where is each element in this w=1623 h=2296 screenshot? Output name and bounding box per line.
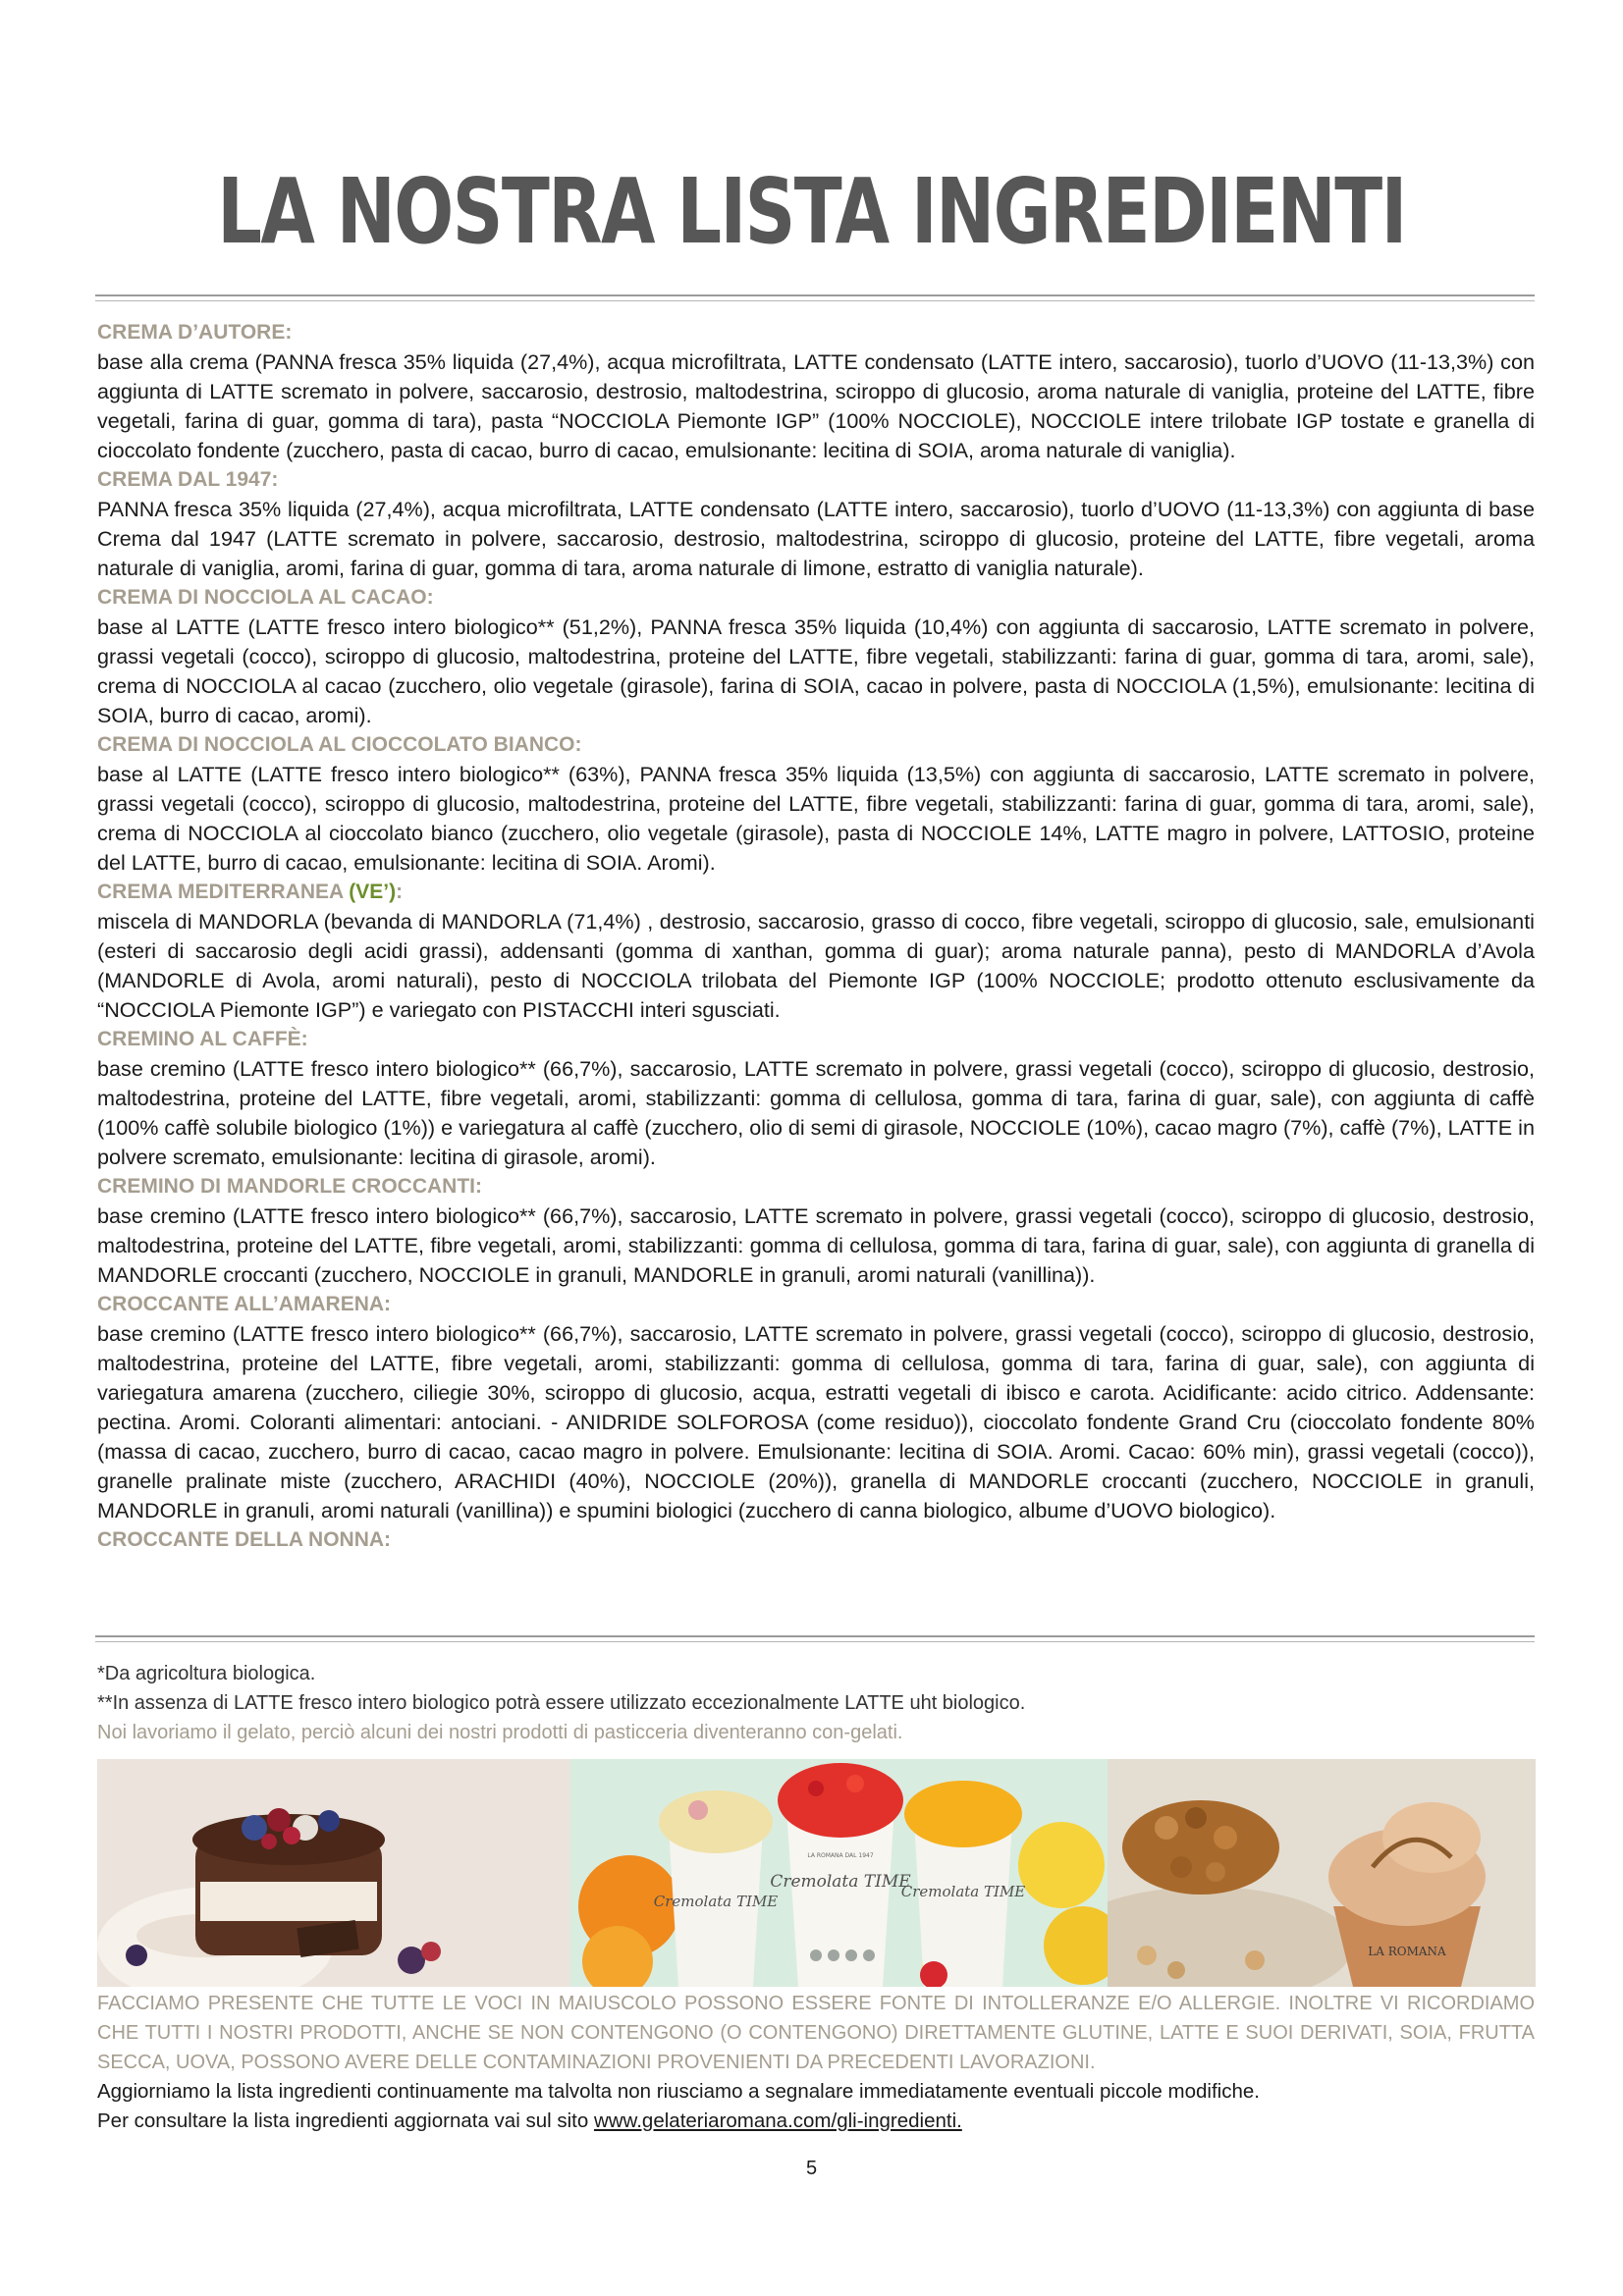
update-note: Aggiorniamo la lista ingredienti continuamente ma talvolta non riusciamo a segnalare immediatamente eventuali piccole modifiche. bbox=[97, 2080, 1260, 2103]
section-crema-dautore bbox=[97, 318, 1535, 465]
section-body: base alla crema (PANNA fresca 35% liquida (27,4%), acqua microfiltrata, LATTE condensato (LATTE intero, saccarosio), tuorlo d’UOVO (11-13,3%) con aggiunta di LATTE scremato in polvere, saccarosio, destrosio, maltodestrina, sciroppo di glucosio, aroma naturale di vaniglia, proteine del LATTE, fibre vegetali, farina di guar, gomma di tara), pasta “NOCCIOLA Piemonte IGP” (100% NOCCIOLE), NOCCIOLE intere trilobate IGP tostate e granella di cioccolato fondente (zucchero, pasta di cacao, burro di cacao, emulsionante: lecitina di SOIA, aroma naturale di vaniglia). bbox=[97, 349, 1535, 462]
consult-note bbox=[97, 2107, 1535, 2136]
allergen-warning: FACCIAMO PRESENTE CHE TUTTE LE VOCI IN MAIUSCOLO POSSONO ESSERE FONTE DI INTOLLERANZE E/O ALLERGIE. INOLTRE VI RICORDIAMO CHE TUTTI I NOSTRI PRODOTTI, ANCHE SE NON CONTENGONO (O CONTENGONO) DIRETTAMENTE GLUTINE, LATTE E SUOI DERIVATI, SOIA, FRUTTA SECCA, UOVA, POSSONO AVERE DELLE CONTAMINAZIONI PROVENIENTI DA PRECEDENTI LAVORAZIONI. bbox=[97, 1993, 1535, 2073]
page-title: LA NOSTRA LISTA INGREDIENTI bbox=[217, 158, 1406, 264]
section-title: CREMA DAL 1947: bbox=[97, 468, 279, 491]
section-body: base al LATTE (LATTE fresco intero biologico** (63%), PANNA fresca 35% liquida (13,5%) con aggiunta di saccarosio, LATTE scremato in polvere, grassi vegetali (cocco), sciroppo di glucosio, maltodestrina, proteine del LATTE, fibre vegetali, stabilizzanti: farina di guar, gomma di tara, aromi, sale), crema di NOCCIOLA al cioccolato bianco (zucchero, olio vegetale (girasole), pasta di NOCCIOLE 14%, LATTE magro in polvere, LATTOSIO, proteine del LATTE, burro di cacao, emulsionante: lecitina di SOIA. Aromi). bbox=[97, 762, 1535, 875]
section-crema-mediterranea bbox=[97, 878, 1535, 1025]
cake-photo bbox=[97, 1759, 570, 1987]
section-body: miscela di MANDORLA (bevanda di MANDORLA (71,4%) , destrosio, saccarosio, grasso di cocco, fibre vegetali, sciroppo di glucosio, sale, emulsionanti (esteri di saccarosio degli acidi grassi), addensanti (gomma di xanthan, gomma di guar); aroma naturale panna), pesto di MANDORLA d’Avola (MANDORLE di Avola, aromi naturali), pesto di NOCCIOLA trilobata del Piemonte IGP (100% NOCCIOLE; prodotto ottenuto esclusivamente da “NOCCIOLA Piemonte IGP”) e variegato con PISTACCHI interi sgusciati. bbox=[97, 909, 1535, 1022]
bowl-brand: LA ROMANA bbox=[1368, 1945, 1446, 1958]
section-title: CREMA DI NOCCIOLA AL CACAO: bbox=[97, 586, 434, 609]
section-crema-nocciola-cacao bbox=[97, 583, 1535, 730]
section-body: base cremino (LATTE fresco intero biologico** (66,7%), saccarosio, LATTE scremato in polvere, grassi vegetali (cocco), sciroppo di glucosio, destrosio, maltodestrina, proteine del LATTE, fibre vegetali, aromi, stabilizzanti: gomma di cellulosa, gomma di tara, farina di guar, sale), con aggiunta di variegatura amarena (zucchero, ciliegie 30%, sciroppo di glucosio, acqua, estratti vegetali di ibisco e carota. Acidificante: acido citrico. Addensante: pectina. Aromi. Coloranti alimentari: antociani. - ANIDRIDE SOLFOROSA (come residuo)), cioccolato fondente Grand Cru (cioccolato fondente 80% (massa di cacao, zucchero, burro di cacao, cacao magro in polvere. Emulsionante: lecitina di SOIA. Aromi. Cacao: 60% min), grassi vegetali (cocco)), granelle pralinate miste (zucchero, ARACHIDI (40%), NOCCIOLE (20%)), granella di MANDORLE croccanti (zucchero, NOCCIOLE in granuli, MANDORLE in granuli, aromi naturali (vanillina)) e spumini biologici (zucchero di canna biologico, albume d’UOVO biologico). bbox=[97, 1321, 1535, 1522]
section-title: CREMINO DI MANDORLE CROCCANTI: bbox=[97, 1175, 482, 1198]
section-title: CREMA D’AUTORE: bbox=[97, 321, 293, 344]
page-number: 5 bbox=[805, 2158, 818, 2179]
section-title: CREMINO AL CAFFÈ: bbox=[97, 1028, 308, 1050]
footnote-milk: **In assenza di LATTE fresco intero biologico potrà essere utilizzato eccezionalmente LATTE uht biologico. bbox=[97, 1692, 1026, 1714]
section-title: CROCCANTE ALL’AMARENA: bbox=[97, 1293, 392, 1315]
section-title: CREMA DI NOCCIOLA AL CIOCCOLATO BIANCO: bbox=[97, 733, 582, 756]
section-body: base al LATTE (LATTE fresco intero biologico** (51,2%), PANNA fresca 35% liquida (10,4%) con aggiunta di saccarosio, LATTE scremato in polvere, grassi vegetali (cocco), sciroppo di glucosio, maltodestrina, proteine del LATTE, fibre vegetali, stabilizzanti: farina di guar, gomma di tara, aromi, sale), crema di NOCCIOLA al cacao (zucchero, olio vegetale (girasole), farina di SOIA, cacao in polvere, pasta di NOCCIOLA (1,5%), emulsionante: lecitina di SOIA, burro di cacao, aromi). bbox=[97, 614, 1535, 727]
section-body: PANNA fresca 35% liquida (27,4%), acqua microfiltrata, LATTE condensato (LATTE intero, saccarosio), tuorlo d’UOVO (11-13,3%) con aggiunta di base Crema dal 1947 (LATTE scremato in polvere, saccarosio, destrosio, maltodestrina, sciroppo di glucosio, proteine del LATTE, fibre vegetali, aroma naturale di vaniglia, aromi, farina di guar, gomma di tara, aroma naturale di limone, estratto di vaniglia naturale). bbox=[97, 497, 1535, 580]
ingredients-list bbox=[97, 318, 1535, 1555]
product-photos bbox=[97, 1759, 1536, 1987]
cup-maker: LA ROMANA DAL 1947 bbox=[807, 1852, 874, 1859]
section-title-suffix: : bbox=[396, 881, 404, 903]
cremolata-cups-photo bbox=[570, 1759, 1108, 1987]
section-croccante-nonna bbox=[97, 1525, 1535, 1555]
section-title: CROCCANTE DELLA NONNA: bbox=[97, 1528, 392, 1551]
bottom-divider bbox=[95, 1635, 1535, 1637]
ingredients-link[interactable]: www.gelateriaromana.com/gli-ingredienti. bbox=[593, 2109, 962, 2132]
cup-brand: Cremolata TIME bbox=[653, 1893, 779, 1910]
section-body: base cremino (LATTE fresco intero biologico** (66,7%), saccarosio, LATTE scremato in polvere, grassi vegetali (cocco), sciroppo di glucosio, destrosio, maltodestrina, proteine del LATTE, fibre vegetali, aromi, stabilizzanti: gomma di cellulosa, gomma di tara, farina di guar, sale), con aggiunta di caffè (100% caffè solubile biologico (1%)) e variegatura al caffè (zucchero, olio di semi di girasole, NOCCIOLE (10%), cacao magro (7%), caffè (7%), LATTE in polvere scremato, emulsionante: lecitina di girasole, aromi). bbox=[97, 1056, 1535, 1169]
section-cremino-caffe bbox=[97, 1025, 1535, 1172]
section-title-text: CREMA MEDITERRANEA bbox=[97, 881, 344, 903]
footnote-organic: *Da agricoltura biologica. bbox=[97, 1663, 316, 1684]
section-cremino-mandorle bbox=[97, 1172, 1535, 1290]
nuts-gelato-photo bbox=[1108, 1759, 1536, 1987]
section-crema-dal-1947 bbox=[97, 465, 1535, 583]
section-title bbox=[97, 878, 1535, 907]
footnotes bbox=[97, 1659, 1535, 1747]
vegan-badge: (VE’) bbox=[349, 881, 397, 903]
section-croccante-amarena bbox=[97, 1290, 1535, 1525]
section-crema-nocciola-bianco bbox=[97, 730, 1535, 878]
footnote-pastry: Noi lavoriamo il gelato, perciò alcuni dei nostri prodotti di pasticceria diventeranno con-gelati. bbox=[97, 1722, 903, 1743]
cup-brand: Cremolata TIME bbox=[900, 1883, 1026, 1900]
top-divider bbox=[95, 294, 1535, 296]
cup-brand: Cremolata TIME bbox=[770, 1872, 911, 1892]
consult-prefix: Per consultare la lista ingredienti aggiornata vai sul sito bbox=[97, 2109, 594, 2132]
section-body: base cremino (LATTE fresco intero biologico** (66,7%), saccarosio, LATTE scremato in polvere, grassi vegetali (cocco), sciroppo di glucosio, destrosio, maltodestrina, proteine del LATTE, fibre vegetali, aromi, stabilizzanti: gomma di cellulosa, gomma di tara, farina di guar, sale), con aggiunta di granella di MANDORLE croccanti (zucchero, NOCCIOLE in granuli, MANDORLE in granuli, aromi naturali (vanillina)). bbox=[97, 1203, 1535, 1287]
notes bbox=[97, 1989, 1535, 2136]
